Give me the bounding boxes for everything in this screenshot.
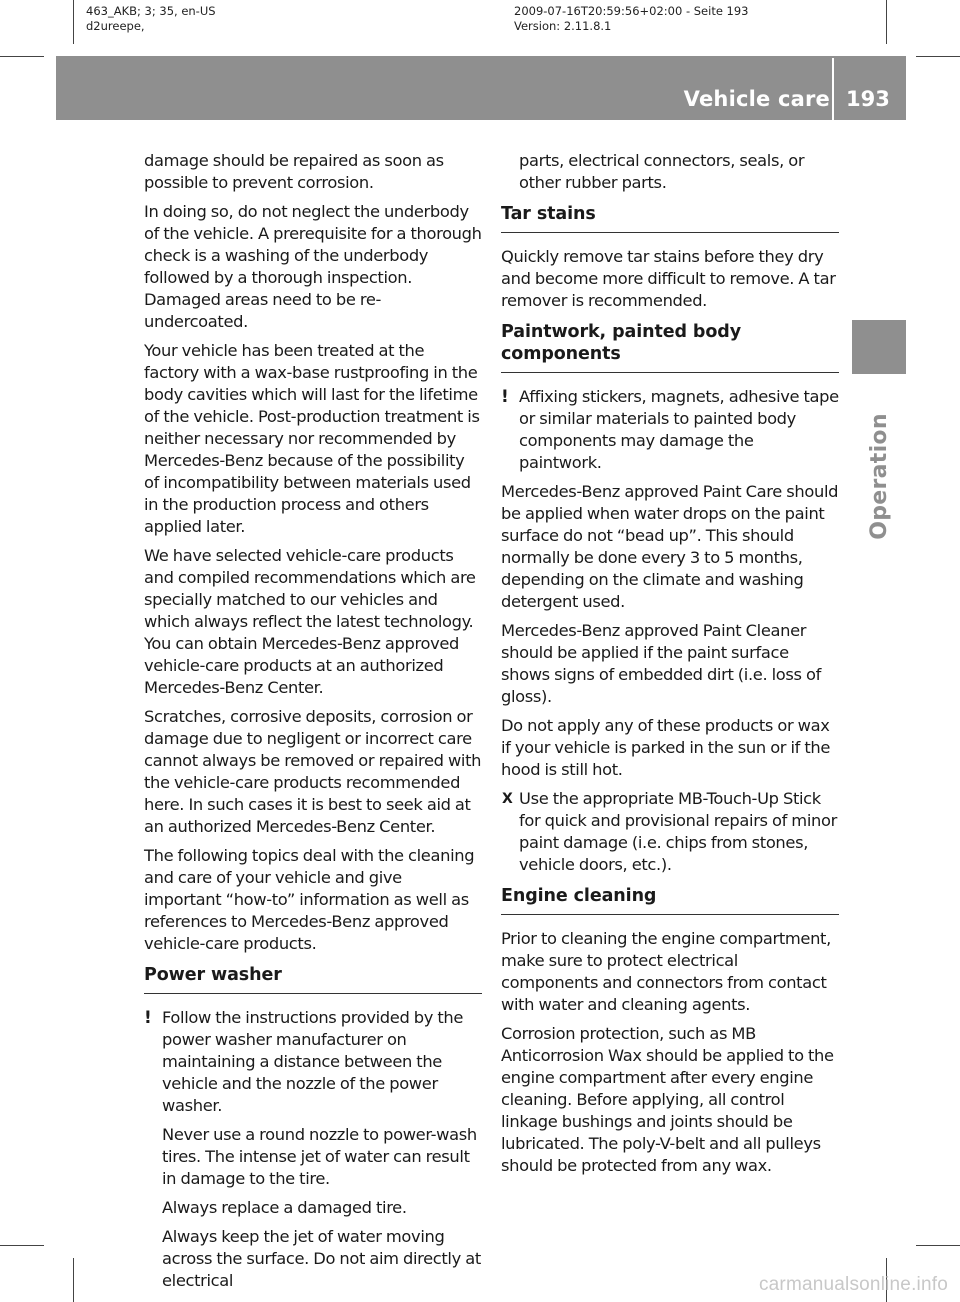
paragraph: We have selected vehicle-care products and compiled recommendations which are specially matched to our vehicles and which always reflect the latest technology. You can obtain Mercedes-Benz approved vehicle-care products at an authorized Mercedes-Benz Center. — [144, 546, 476, 697]
left-column — [144, 150, 482, 1299]
paragraph-continued: parts, electrical connectors, seals, or other rubber parts. — [519, 151, 805, 192]
page-title: Vehicle care — [683, 87, 830, 111]
watermark: carmanualsonline.info — [758, 1274, 948, 1295]
paragraph: Quickly remove tar stains before they dry and become more difficult to remove. A tar remover is recommended. — [501, 247, 836, 310]
paragraph: damage should be repaired as soon as possible to prevent corrosion. — [144, 151, 444, 192]
print-meta-right — [514, 4, 749, 34]
paragraph: The following topics deal with the cleaning and care of your vehicle and give important “how-to” information as well as references to Mercedes-Benz approved vehicle-care products. — [144, 846, 475, 953]
print-meta-right-line1: 2009-07-16T20:59:56+02:00 - Seite 193 — [514, 4, 749, 18]
paragraph: In doing so, do not neglect the underbody of the vehicle. A prerequisite for a thorough check is a washing of the underbody followed by a thorough inspection. Damaged areas need to be re-undercoated. — [144, 202, 482, 331]
notice-text: Affixing stickers, magnets, adhesive tape or similar materials to painted body components may damage the paintwork. — [519, 387, 839, 472]
section-tar-stains — [501, 203, 839, 233]
crop-mark — [0, 1245, 44, 1246]
paragraph: Do not apply any of these products or wax if your vehicle is parked in the sun or if the hood is still hot. — [501, 716, 831, 779]
notice-text: Never use a round nozzle to power-wash tires. The intense jet of water can result in damage to the tire. — [162, 1125, 477, 1188]
section-heading: Tar stains — [501, 203, 839, 233]
section-heading: Power washer — [144, 964, 482, 994]
crop-mark — [916, 1245, 960, 1246]
crop-mark — [73, 0, 74, 44]
print-meta-right-line2: Version: 2.11.8.1 — [514, 19, 612, 33]
crop-mark — [0, 56, 44, 57]
header-divider — [832, 58, 834, 120]
paragraph: Mercedes-Benz approved Paint Care should be applied when water drops on the paint surface do not “bead up”. This should normally be done every 3 to 5 months, depending on the climate and washing detergent used. — [501, 482, 839, 611]
paragraph: Mercedes-Benz approved Paint Cleaner should be applied if the paint surface shows signs of embedded dirt (i.e. loss of gloss). — [501, 621, 821, 706]
paragraph: Scratches, corrosive deposits, corrosion or damage due to negligent or incorrect care cannot always be removed or repaired with the vehicle-care products recommended here. In such cases it is best to seek aid at an authorized Mercedes-Benz Center. — [144, 707, 482, 836]
page-number: 193 — [846, 87, 890, 111]
section-power-washer — [144, 964, 482, 994]
section-engine-cleaning — [501, 885, 839, 915]
notice-text: Always replace a damaged tire. — [162, 1198, 407, 1217]
crop-mark — [886, 0, 887, 44]
right-column — [501, 150, 839, 1184]
section-heading: Paintwork, painted body components — [501, 321, 839, 373]
print-meta-left-line2: d2ureepe, — [86, 19, 145, 33]
notice-power-washer — [144, 1007, 482, 1292]
warning-icon: ! — [144, 1008, 152, 1028]
paragraph: Your vehicle has been treated at the factory with a wax-base rustproofing in the body cavities which will last for the lifetime of the vehicle. Post-production treatment is neither necessary nor recommended by Mercedes-Benz because of the possibility of incompatibility between materials used in the production process and others applied later. — [144, 341, 480, 536]
instruction-text: Use the appropriate MB-Touch-Up Stick for quick and provisional repairs of minor paint damage (i.e. chips from stones, vehicle doors, etc.). — [519, 789, 837, 874]
section-heading: Engine cleaning — [501, 885, 839, 915]
warning-icon: ! — [501, 387, 509, 407]
side-tab-marker — [852, 320, 906, 374]
instruction-arrow-icon: X — [502, 791, 513, 807]
crop-mark — [916, 56, 960, 57]
side-tab — [852, 376, 906, 576]
paragraph: Prior to cleaning the engine compartment, make sure to protect electrical components and connectors from contact with water and cleaning agents. — [501, 929, 831, 1014]
instruction-step — [501, 788, 839, 876]
side-tab-label: Operation — [866, 412, 892, 540]
section-paintwork — [501, 321, 839, 373]
print-meta-left — [86, 4, 216, 34]
notice-text: Follow the instructions provided by the power washer manufacturer on maintaining a distance between the vehicle and the nozzle of the power washer. — [162, 1008, 464, 1115]
paragraph: Corrosion protection, such as MB Anticorrosion Wax should be applied to the engine compartment after every engine cleaning. Before applying, all control linkage bushings and joints should be lubricated. The poly-V-belt and all pulleys should be protected from any wax. — [501, 1024, 834, 1175]
print-meta-left-line1: 463_AKB; 3; 35, en-US — [86, 4, 216, 18]
notice-paintwork — [501, 386, 839, 474]
notice-text: Always keep the jet of water moving across the surface. Do not aim directly at electrical — [162, 1227, 481, 1290]
crop-mark — [73, 1258, 74, 1302]
